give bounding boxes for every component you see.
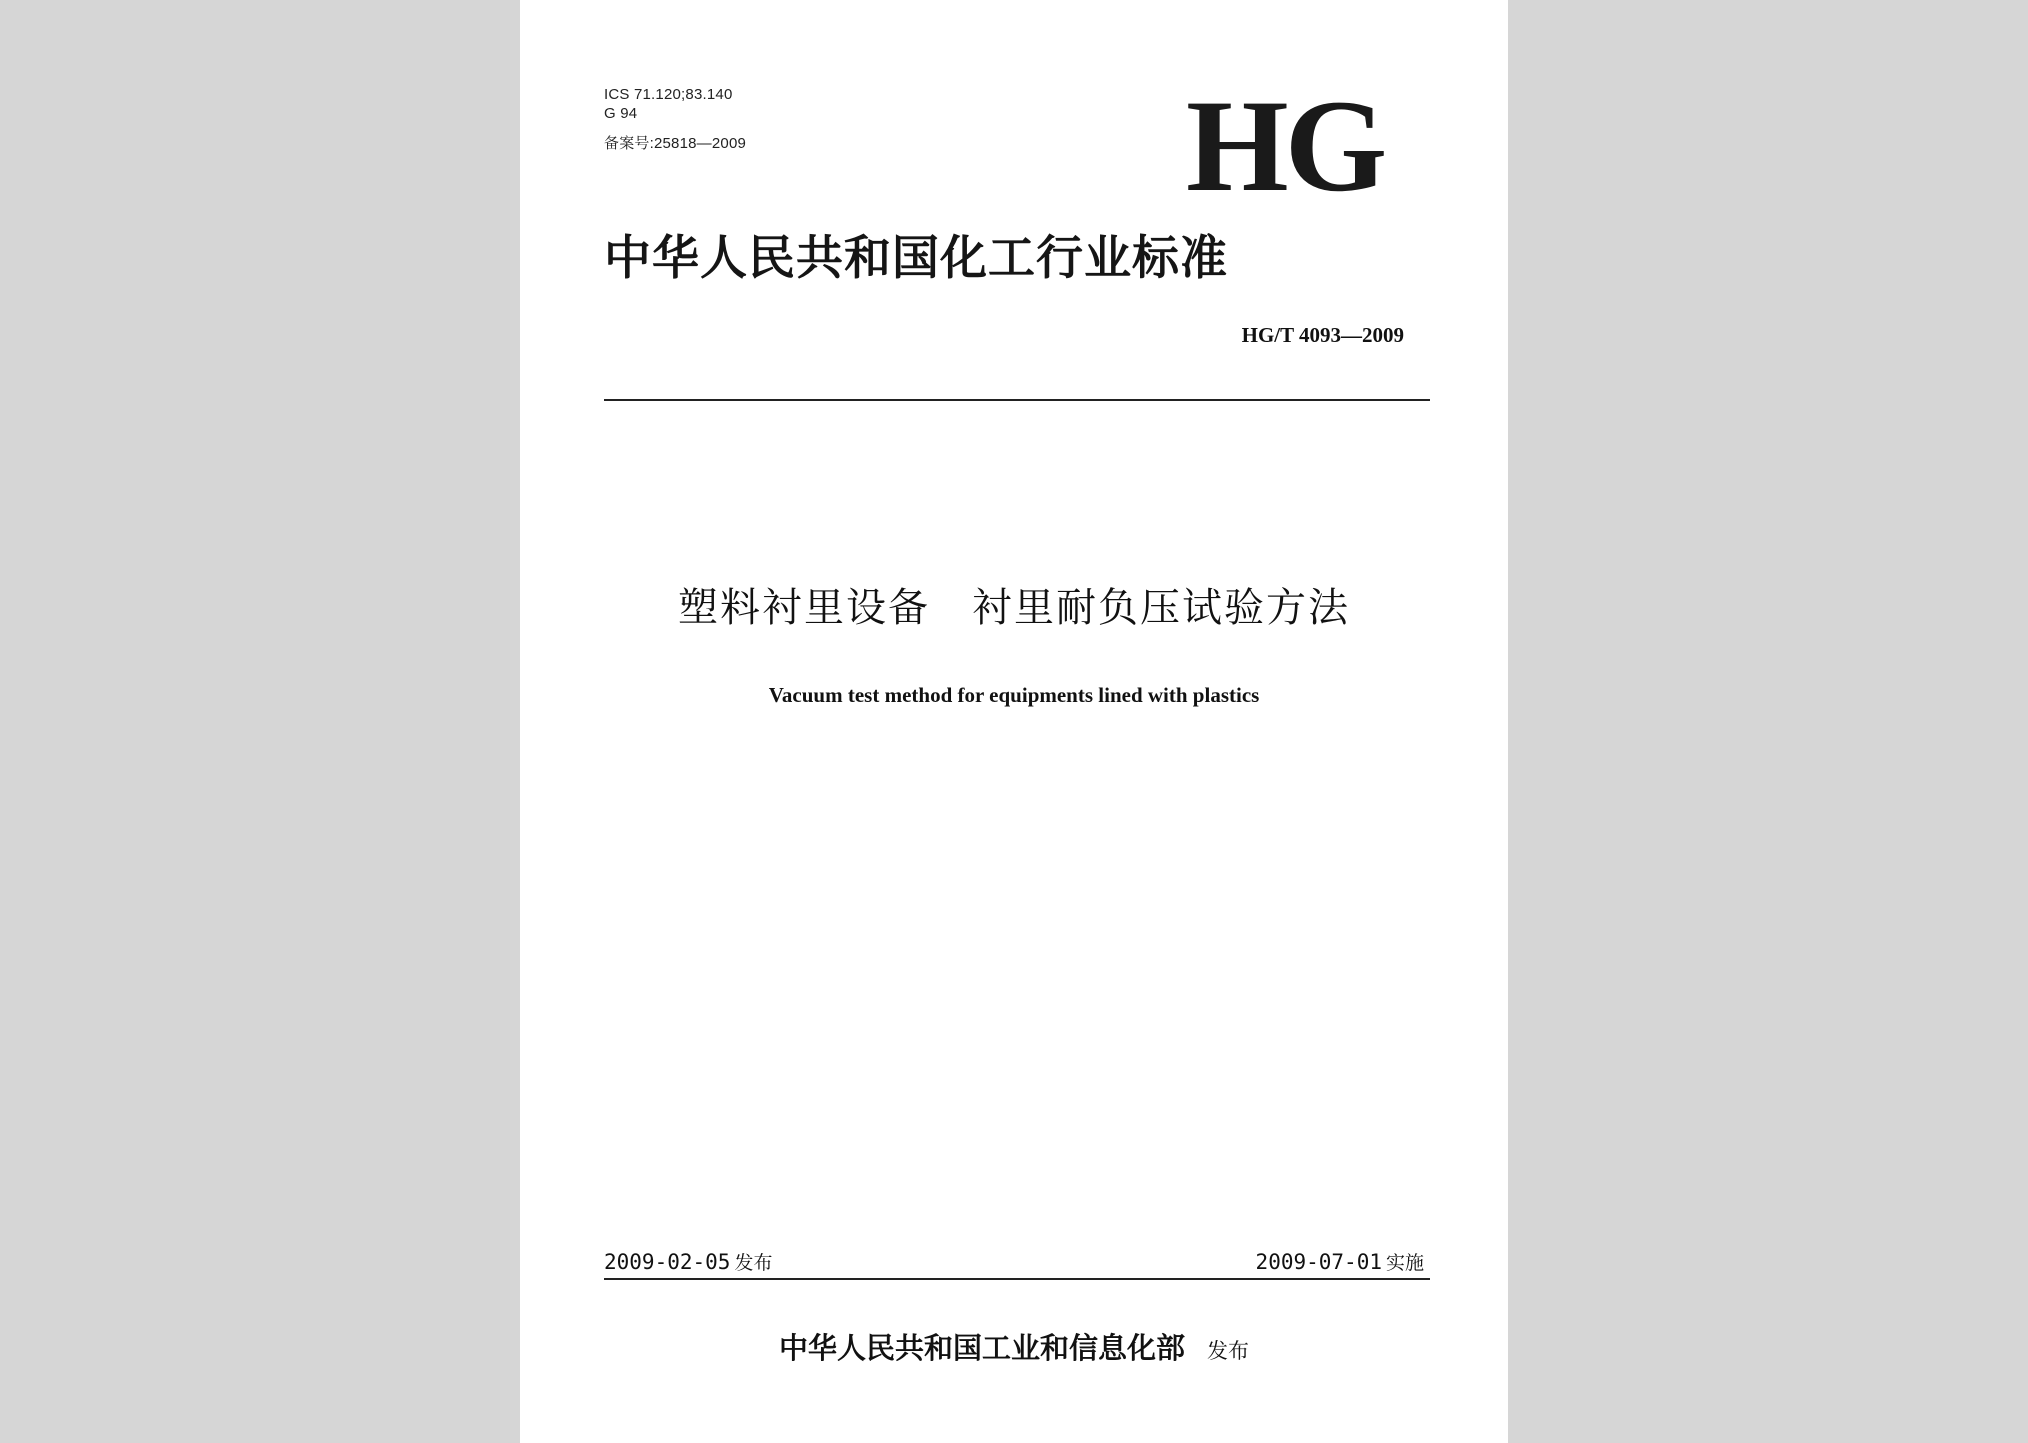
issue-label: 发布 xyxy=(734,1252,773,1274)
standard-code: HG/T 4093—2009 xyxy=(1241,323,1404,347)
document-title-chinese: 塑料衬里设备 衬里耐负压试验方法 xyxy=(678,585,1350,631)
record-number: 备案号:25818—2009 xyxy=(604,135,747,152)
hg-logo: HG xyxy=(1186,72,1384,219)
issue-date: 2009-02-05 xyxy=(604,1250,731,1274)
standard-title: 中华人民共和国化工行业标准 xyxy=(604,231,1228,286)
top-rule xyxy=(604,399,1430,401)
effective-date-block xyxy=(1256,1248,1424,1275)
effective-date: 2009-07-01 xyxy=(1255,1250,1382,1274)
issue-date-block xyxy=(604,1248,772,1275)
publisher-line xyxy=(520,1326,1508,1367)
standard-cover-page xyxy=(520,0,1508,1443)
publisher-org: 中华人民共和国工业和信息化部 xyxy=(778,1331,1185,1365)
bottom-rule xyxy=(604,1278,1430,1280)
ics-code: ICS 71.120;83.140 xyxy=(604,86,733,103)
effective-label: 实施 xyxy=(1385,1252,1424,1274)
ccs-code: G 94 xyxy=(604,105,638,122)
document-title-english: Vacuum test method for equipments lined with plastics xyxy=(768,683,1260,707)
publisher-action: 发布 xyxy=(1207,1339,1249,1363)
